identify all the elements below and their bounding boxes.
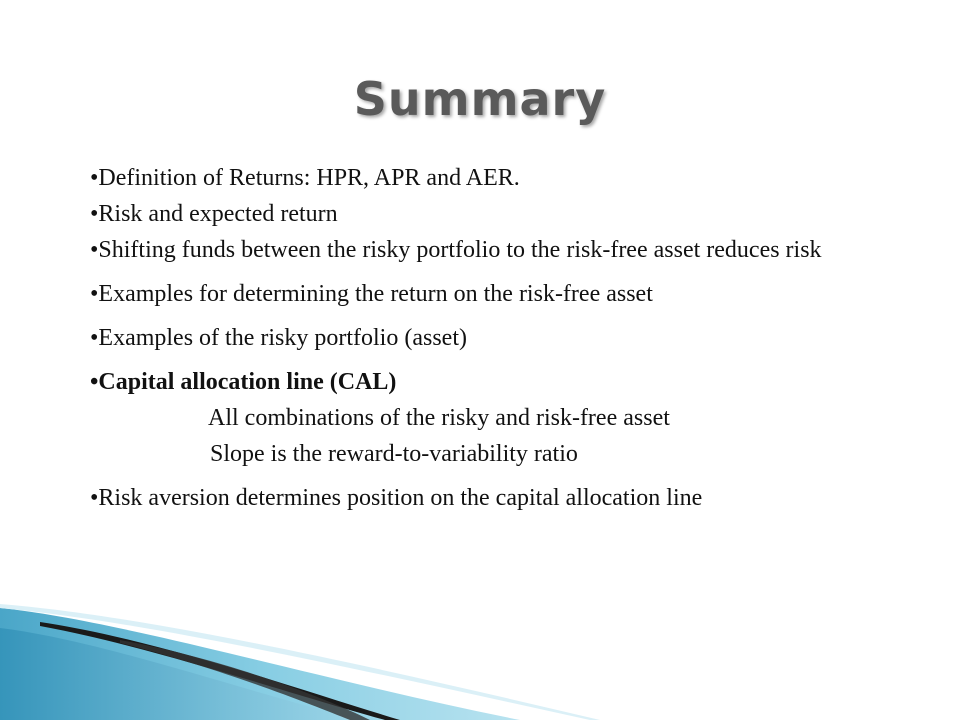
cal-subpoint-slope: Slope is the reward-to-variability ratio (210, 441, 578, 467)
bullet-risk-expected-return: •Risk and expected return (90, 201, 338, 227)
bullet-risk-aversion: •Risk aversion determines position on the capital allocation line (90, 485, 703, 511)
summary-list (90, 160, 890, 516)
slide-title: Summary (353, 72, 607, 126)
bullet-risky-portfolio-examples: •Examples of the risky portfolio (asset) (90, 325, 467, 351)
cal-subpoint-combinations: All combinations of the risky and risk-free asset (208, 405, 670, 431)
bullet-shifting-funds: •Shifting funds between the risky portfolio to the risk-free asset reduces risk (90, 237, 822, 263)
bullet-capital-allocation-line: •Capital allocation line (CAL) (90, 369, 397, 395)
bullet-risk-free-examples: •Examples for determining the return on the risk-free asset (90, 281, 653, 307)
bullet-definition-of-returns: •Definition of Returns: HPR, APR and AER. (90, 165, 520, 191)
